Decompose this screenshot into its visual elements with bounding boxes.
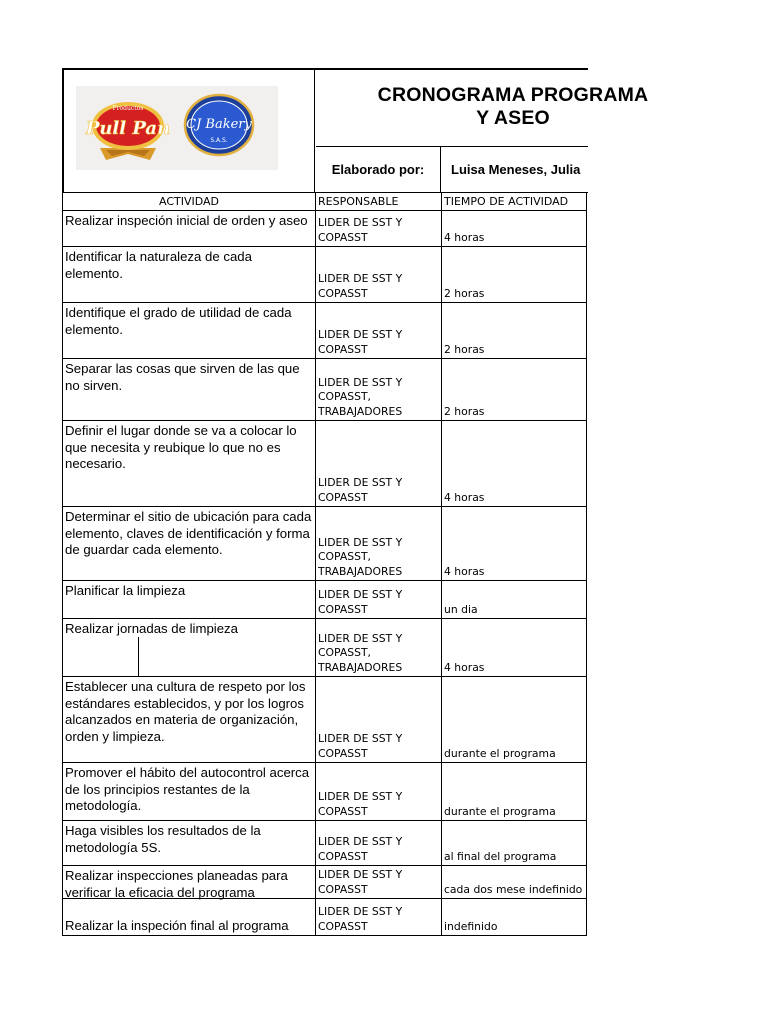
- actividad-cell: Haga visibles los resultados de la metodología 5S.: [62, 821, 316, 865]
- responsable-cell: LIDER DE SST Y COPASST, TRABAJADORES: [318, 631, 403, 674]
- svg-text:S.A.S.: S.A.S.: [210, 137, 228, 144]
- table-row: [62, 866, 587, 899]
- tiempo-cell: 4 horas: [444, 660, 485, 674]
- cell-split-line: [138, 637, 139, 676]
- document-title: [323, 84, 703, 130]
- title-line-1: CRONOGRAMA PROGRAMA: [377, 84, 649, 106]
- elaborado-value: [442, 147, 588, 192]
- tiempo-cell: durante el programa: [444, 804, 556, 818]
- table-row: [62, 247, 587, 303]
- tiempo-cell: 2 horas: [444, 286, 485, 300]
- actividad-cell: Realizar inspecciones planeadas para verificar la eficacia del programa: [62, 866, 316, 898]
- tiempo-cell: cada dos mese indefinido: [444, 882, 583, 896]
- responsable-cell: LIDER DE SST Y COPASST: [318, 216, 403, 244]
- title-line-2: Y ASEO: [476, 107, 550, 129]
- tiempo-cell: 4 horas: [444, 564, 485, 578]
- svg-text:Productos: Productos: [112, 105, 144, 112]
- column-header-actividad: ACTIVIDAD: [62, 193, 316, 210]
- responsable-cell: LIDER DE SST Y COPASST: [318, 732, 403, 760]
- table-row: [62, 677, 587, 763]
- actividad-cell-text: Realizar jornadas de limpieza: [65, 621, 238, 636]
- column-header-responsable: RESPONSABLE: [316, 193, 442, 210]
- responsable-cell: LIDER DE SST Y COPASST: [318, 272, 403, 300]
- actividad-cell: [62, 619, 316, 676]
- responsable-cell: LIDER DE SST Y COPASST: [318, 868, 403, 896]
- table-row: [62, 619, 587, 677]
- actividad-cell: Planificar la limpieza: [62, 581, 316, 618]
- table-row: [62, 359, 587, 421]
- responsable-cell: LIDER DE SST Y COPASST: [318, 790, 403, 818]
- tiempo-cell: durante el programa: [444, 746, 556, 760]
- responsable-cell: LIDER DE SST Y COPASST: [318, 835, 403, 863]
- responsable-cell: LIDER DE SST Y COPASST: [318, 588, 403, 616]
- actividad-cell: Realizar inspeción inicial de orden y aseo: [62, 211, 316, 246]
- actividad-cell: Establecer una cultura de respeto por los estándares establecidos, y por los logros alcanzados en materia de organización, orden y limpieza.: [62, 677, 316, 762]
- responsable-cell: LIDER DE SST Y COPASST: [318, 476, 403, 504]
- actividad-cell: Separar las cosas que sirven de las que no sirven.: [62, 359, 316, 420]
- responsable-cell: LIDER DE SST Y COPASST, TRABAJADORES: [318, 375, 403, 418]
- table-row: [62, 211, 587, 247]
- elaborado-value-text: Luisa Meneses, Julia: [451, 162, 581, 177]
- actividad-cell: Determinar el sitio de ubicación para cada elemento, claves de identificación y forma de guardar cada elemento.: [62, 507, 316, 580]
- elaborado-label: Elaborado por:: [316, 147, 441, 192]
- svg-text:Pull Pan: Pull Pan: [85, 118, 171, 139]
- tiempo-cell: 2 horas: [444, 342, 485, 356]
- table-row: [62, 507, 587, 581]
- table-row: [62, 821, 587, 866]
- pullpan-logo: [86, 90, 170, 166]
- tiempo-cell: indefinido: [444, 919, 498, 933]
- actividad-cell: Definir el lugar donde se va a colocar lo que necesita y reubique lo que no es necesario.: [62, 421, 316, 506]
- title-cell: [316, 70, 649, 147]
- table-row: [62, 421, 587, 507]
- table-header-row: [62, 193, 587, 211]
- tiempo-cell: al final del programa: [444, 849, 557, 863]
- table-row: [62, 899, 587, 936]
- responsable-cell: LIDER DE SST Y COPASST: [318, 328, 403, 356]
- column-header-tiempo: TIEMPO DE ACTIVIDAD: [442, 193, 587, 210]
- responsable-cell: LIDER DE SST Y COPASST, TRABAJADORES: [318, 535, 403, 578]
- cj-bakery-logo: [181, 92, 257, 158]
- table-row: [62, 303, 587, 359]
- table-row: [62, 581, 587, 619]
- tiempo-cell: 4 horas: [444, 490, 485, 504]
- svg-text:CJ Bakery: CJ Bakery: [186, 117, 252, 132]
- actividad-cell: Promover el hábito del autocontrol acerca de los principios restantes de la metodología.: [62, 763, 316, 820]
- table-row: [62, 763, 587, 821]
- responsable-cell: LIDER DE SST Y COPASST: [318, 905, 403, 933]
- actividad-cell: Realizar la inspeción final al programa: [62, 899, 316, 935]
- actividad-cell: Identifique el grado de utilidad de cada elemento.: [62, 303, 316, 358]
- tiempo-cell: 2 horas: [444, 404, 485, 418]
- tiempo-cell: 4 horas: [444, 230, 485, 244]
- tiempo-cell: un dia: [444, 602, 478, 616]
- actividad-cell: Identificar la naturaleza de cada elemento.: [62, 247, 316, 302]
